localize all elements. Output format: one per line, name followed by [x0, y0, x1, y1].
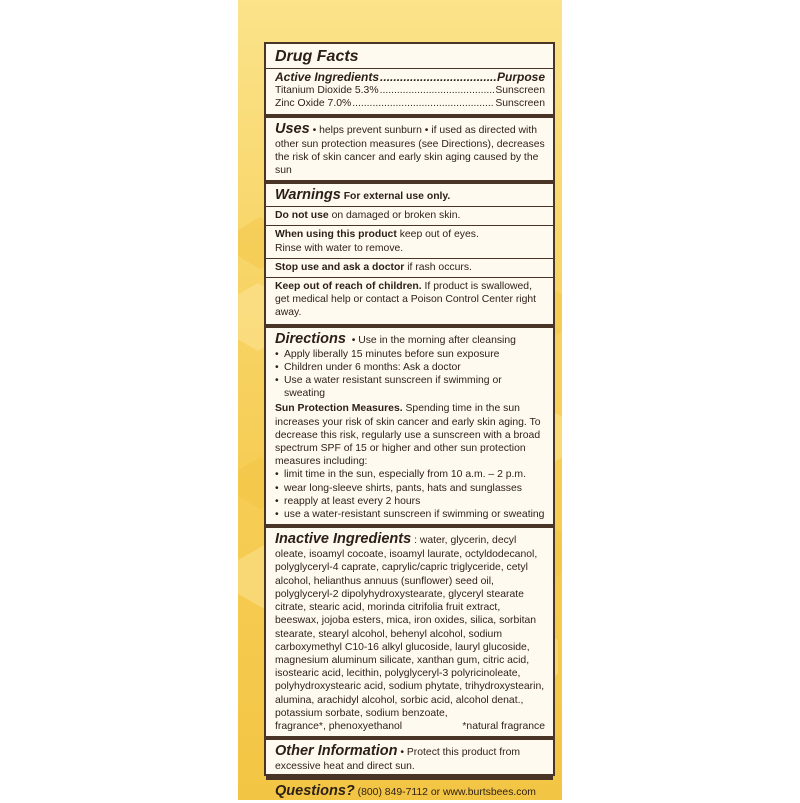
ingredient-name: Titanium Dioxide 5.3% [275, 85, 379, 97]
uses-title: Uses [275, 120, 310, 137]
ingredient-row [275, 97, 545, 110]
list-item: • Children under 6 months: Ask a doctor [275, 361, 545, 374]
purpose-label: Purpose [496, 70, 545, 84]
list-item: • use a water-resistant sunscreen if swimming or sweating [275, 508, 545, 521]
ingredient-name: Zinc Oxide 7.0% [275, 98, 352, 110]
directions-title: Directions [275, 330, 346, 347]
active-ingredients-header [275, 71, 545, 84]
list-item: • Apply liberally 15 minutes before sun exposure [275, 348, 545, 361]
list-item: • reapply at least every 2 hours [275, 495, 545, 508]
other-information-section [266, 740, 553, 780]
inactive-ingredients-section [266, 528, 553, 740]
list-item: • wear long-sleeve shirts, pants, hats and sunglasses [275, 482, 545, 495]
inactive-last-line: fragrance*, phenoxyethanol [275, 720, 403, 732]
drug-facts-section [266, 44, 553, 118]
uses-text: • helps prevent sunburn • if used as directed with other sun protection measures (see Directions), decreases the risk of skin cancer and early skin aging caused by the sun [275, 124, 545, 177]
drug-facts-panel [264, 42, 555, 800]
questions-title: Questions? [275, 783, 355, 800]
other-information-title: Other Information [275, 743, 398, 760]
ingredient-purpose: Sunscreen [495, 98, 545, 110]
inactive-ingredients-text: : water, glycerin, decyl oleate, isoamyl cocoate, isoamyl laurate, octyldodecanol, polyglyceryl-4 caprate, caprylic/capric triglyceride, cetyl alcohol, helianthus annuus (sunflower) seed oil, polyglyceryl-2 dipolyhydroxystearate, glyceryl stearate citrate, stearic acid, morinda citrifolia fruit extract, beeswax, jojoba esters, mica, iron oxides, silica, sorbitan stearate, stearyl alcohol, behenyl alcohol, sodium carboxymethyl C10-16 alkyl glucoside, lauryl glucoside, magnesium aluminum silicate, xanthan gum, citric acid, isostearic acid, lecithin, polyglyceryl-3 polyricinoleate, polyhydroxystearic acid, sodium phytate, trihydroxystearin, alumina, arachidyl alcohol, sorbic acid, alcohol denat., potassium sorbate, sodium benzoate, [275, 535, 545, 719]
directions-section: Directions • Use in the morning after cleansing • Apply liberally 15 minutes before sun exposure • Children under 6 months: Ask a doctor • Use a water resistant sunscreen if swimming or sweating Sun Protection Measures. Spending time in the sun increases your risk of skin cancer and early skin aging. To decrease this risk, regularly use a sunscreen with a broad spectrum SPF of 15 or higher and other sun protection measures including: • limit time in the sun, especially from 10 a.m. – 2 p.m. • wear long-sleeve shirts, pants, hats and sunglasses • reapply at least every 2 hours • use a water-resistant sunscreen if swimming or sweating [266, 328, 553, 529]
ingredient-row [275, 84, 545, 97]
list-item: • limit time in the sun, especially from 10 a.m. – 2 p.m. [275, 468, 545, 481]
sun-protection-measures: Sun Protection Measures. Spending time in the sun increases your risk of skin cancer and early skin aging. To decrease this risk, regularly use a sunscreen with a broad spectrum SPF of 15 or higher and other sun protection measures including: [275, 403, 541, 468]
when-using: When using this product keep out of eyes. Rinse with water to remove. [266, 225, 553, 255]
warnings-title: Warnings [275, 187, 341, 204]
inactive-ingredients-title: Inactive Ingredients [275, 531, 412, 548]
other-information-text: • Protect this product from excessive heat and direct sun. [275, 747, 521, 773]
warnings-section [266, 184, 553, 327]
fragrance-footnote: *natural fragrance [462, 720, 545, 732]
keep-out-of-reach: Keep out of reach of children. If product is swallowed, get medical help or contact a Poison Control Center right away. [266, 277, 553, 321]
directions-first-item: Use in the morning after cleansing [358, 334, 516, 346]
active-ingredients-label: Active Ingredients [275, 70, 380, 84]
questions-text: (800) 849-7112 or www.burtsbees.com [357, 787, 536, 799]
warnings-subtitle: For external use only. [343, 191, 451, 203]
ingredient-purpose: Sunscreen [495, 85, 545, 97]
uses-section [266, 118, 553, 185]
do-not-use: Do not use on damaged or broken skin. [266, 206, 553, 223]
drug-facts-title: Drug Facts [266, 47, 553, 69]
stop-use: Stop use and ask a doctor if rash occurs. [266, 258, 553, 275]
list-item: • Use a water resistant sunscreen if swimming or sweating [275, 374, 545, 400]
